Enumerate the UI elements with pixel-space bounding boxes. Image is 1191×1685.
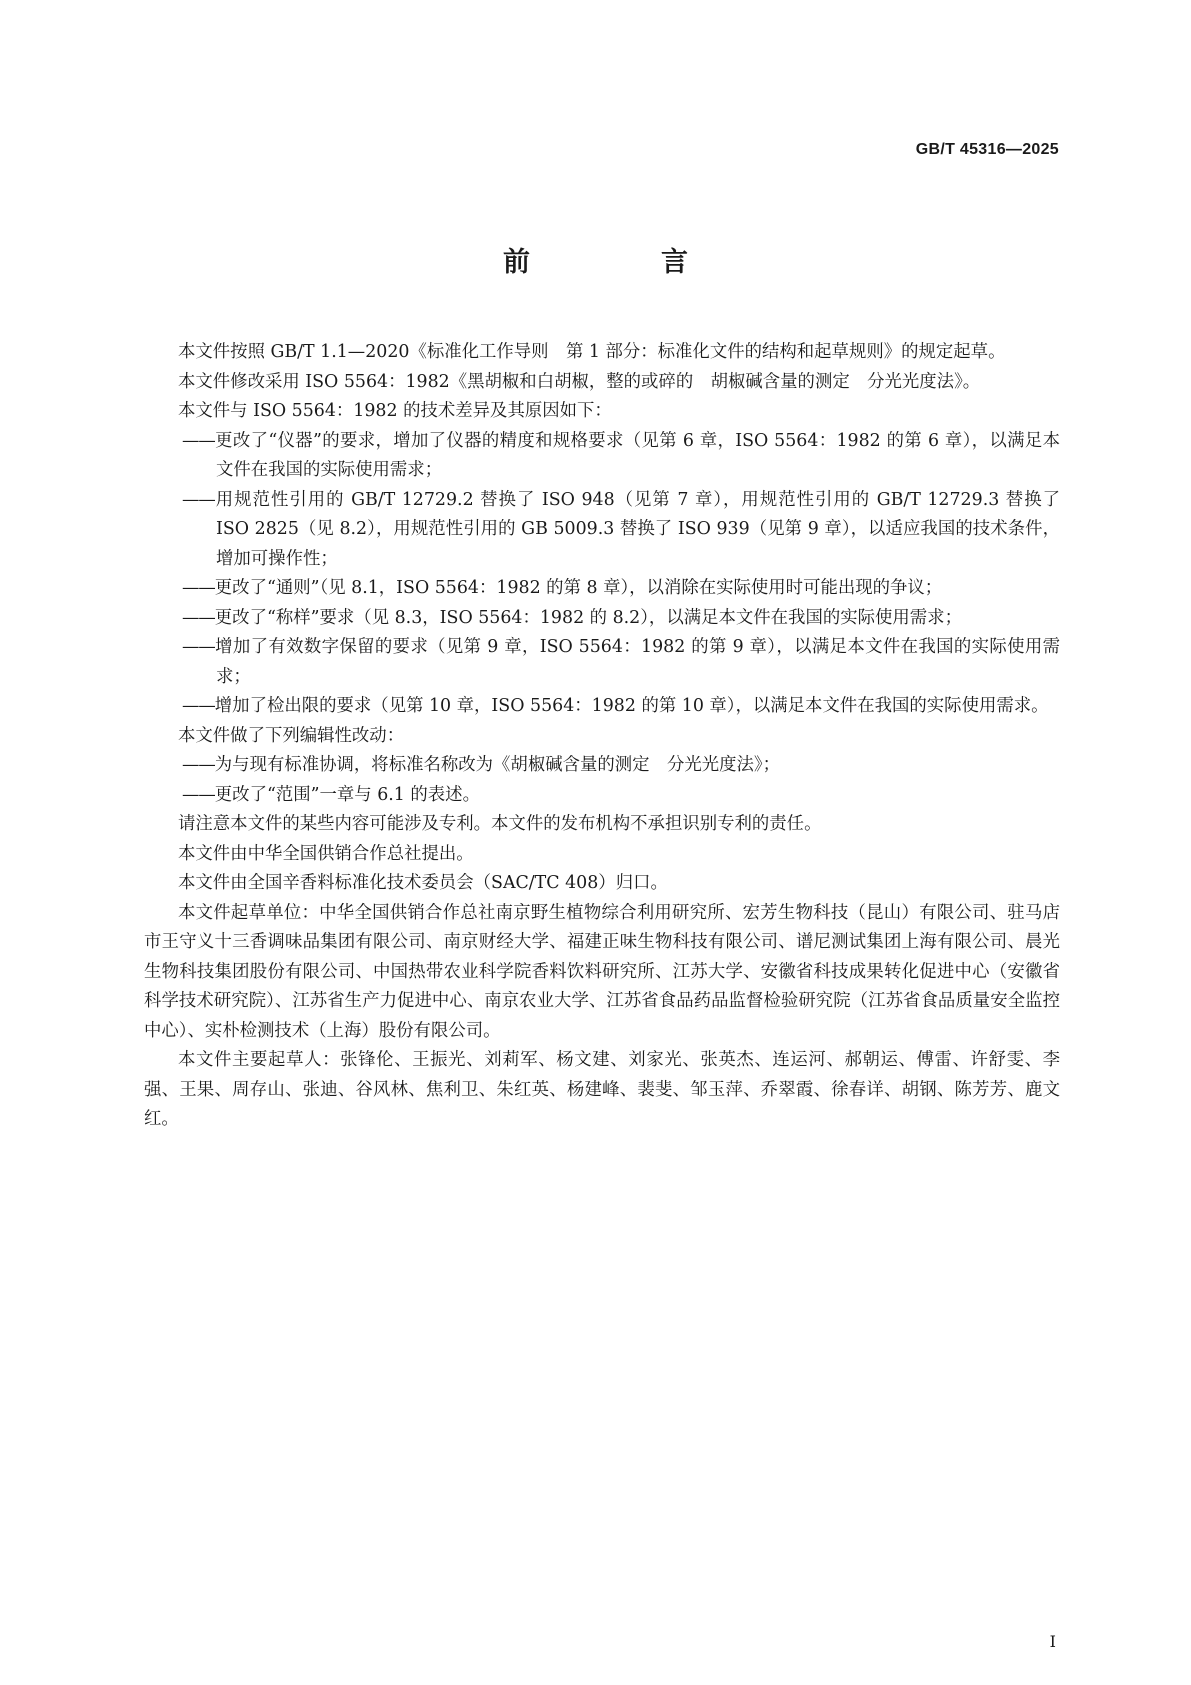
paragraph-tech-diff-intro: 本文件与 ISO 5564：1982 的技术差异及其原因如下： [178,401,612,421]
list-item-tech-diff [144,574,1060,604]
paragraph-patent-notice: 请注意本文件的某些内容可能涉及专利。本文件的发布机构不承担识别专利的责任。 [178,814,822,834]
dash-marker: —— [182,637,215,657]
list-item-tech-diff [144,486,1060,575]
paragraph-adoption: 本文件修改采用 ISO 5564：1982《黑胡椒和白胡椒，整的或碎的 胡椒碱含量的测定 分光光度法》。 [178,371,981,392]
list-item-tech-diff [144,633,1060,692]
paragraph-drafting-rules: 本文件按照 GB/T 1.1—2020《标准化工作导则 第 1 部分：标准化文件的结构和起草规则》的规定起草。 [178,342,1006,362]
standard-code: GB/T 45316—2025 [915,141,1059,158]
paragraph-drafting-units: 本文件起草单位：中华全国供销合作总社南京野生植物综合利用研究所、宏芳生物科技（昆山）有限公司、驻马店市王守义十三香调味品集团有限公司、南京财经大学、福建正味生物科技有限公司、谱尼测试集团上海有限公司、晨光生物科技集团股份有限公司、中国热带农业科学院香料饮料研究所、江苏大学、安徽省科技成果转化促进中心（安徽省科学技术研究院）、江苏省生产力促进中心、南京农业大学、江苏省食品药品监督检验研究院（江苏省食品质量安全监控中心）、实朴检测技术（上海）股份有限公司。 [144,902,1060,1041]
list-item-editorial [144,751,1060,781]
dash-marker: —— [182,784,215,805]
dash-marker: —— [182,696,215,716]
dash-marker: —— [182,607,215,628]
list-item-text: 为与现有标准协调，将标准名称改为《胡椒碱含量的测定 分光光度法》； [214,755,780,775]
dash-marker: —— [182,578,215,598]
page-title: 前 言 [503,247,740,278]
list-item-tech-diff [144,692,1060,722]
list-item-text: 更改了“称样”要求（见 8.3，ISO 5564：1982 的 8.2），以满足本文件在我国的实际使用需求； [214,607,962,628]
paragraph-committee: 本文件由全国辛香料标准化技术委员会（SAC/TC 408）归口。 [178,873,668,893]
list-item-text: 增加了有效数字保留的要求（见第 9 章，ISO 5564：1982 的第 9 章），以满足本文件在我国的实际使用需求； [214,637,1060,687]
list-item-text: 更改了“范围”一章与 6.1 的表述。 [214,784,480,805]
list-item-text: 用规范性引用的 GB/T 12729.2 替换了 ISO 948（见第 7 章），用规范性引用的 GB/T 12729.3 替换了 ISO 2825（见 8.2），用规范性引用的 GB 5009.3 替换了 ISO 939（见第 9 章），以适应我国的技术条件，增加可操作性； [214,489,1060,569]
list-item-text: 增加了检出限的要求（见第 10 章，ISO 5564：1982 的第 10 章），以满足本文件在我国的实际使用需求。 [214,696,1049,716]
paragraph-editorial-intro: 本文件做了下列编辑性改动： [178,725,405,746]
list-item-editorial [144,781,1060,811]
paragraph-proposer: 本文件由中华全国供销合作总社提出。 [178,843,474,864]
list-item-tech-diff [144,604,1060,634]
page-number: I [1049,1632,1056,1651]
dash-marker: —— [182,489,215,510]
preface-body [144,338,1060,1135]
dash-marker: —— [182,755,215,775]
list-item-text: 更改了“通则”（见 8.1，ISO 5564：1982 的第 8 章），以消除在实际使用时可能出现的争议； [214,578,943,598]
paragraph-drafters: 本文件主要起草人：张锋伦、王振光、刘莉军、杨文建、刘家光、张英杰、连运河、郝朝运、傅雷、许舒雯、李强、王果、周存山、张迪、谷风林、焦利卫、朱红英、杨建峰、裴斐、邹玉萍、乔翠霞、徐春详、胡钢、陈芳芳、鹿文红。 [144,1050,1060,1129]
dash-marker: —— [182,430,215,451]
list-item-text: 更改了“仪器”的要求，增加了仪器的精度和规格要求（见第 6 章，ISO 5564：1982 的第 6 章），以满足本文件在我国的实际使用需求； [214,430,1060,480]
list-item-tech-diff [144,427,1060,486]
